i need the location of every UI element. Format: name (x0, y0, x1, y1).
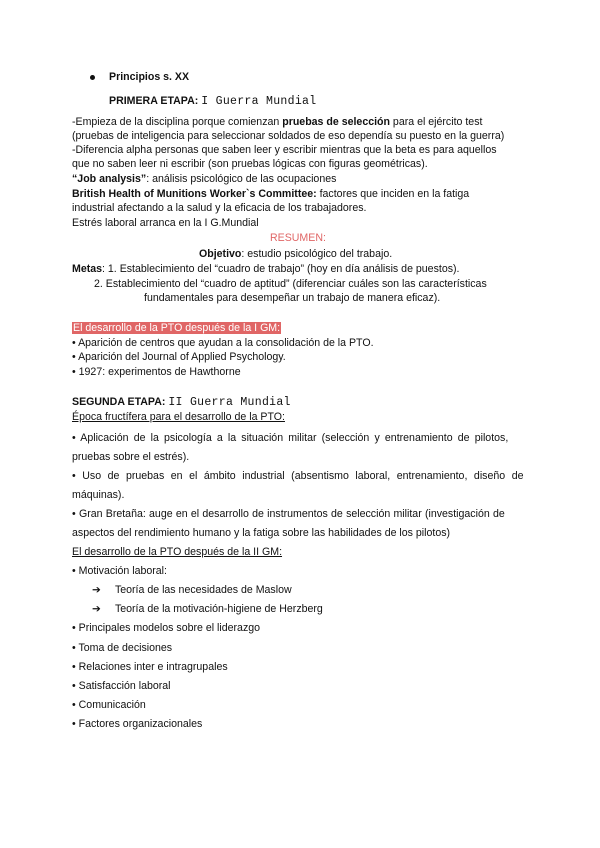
paragraph-line: pruebas sobre el estrés). (72, 451, 190, 463)
section-bullet-principios: Principios s. XX (109, 71, 190, 83)
stage-heading-primera (109, 94, 316, 109)
paragraph-line: aspectos del rendimiento humano y la fatiga sobre las habilidades de los pilotos) (72, 527, 451, 539)
job-analysis-line (72, 172, 336, 186)
metas-line (72, 262, 459, 276)
text: para el ejército test (389, 116, 483, 128)
stage-label: SEGUNDA ETAPA: (72, 396, 166, 408)
resumen-label (270, 231, 326, 245)
stage-heading-segunda (72, 395, 291, 410)
list-item: • 1927: experimentos de Hawthorne (72, 366, 241, 378)
paragraph-line: • Aplicación de la psicología a la situación militar (selección y entrenamiento de pilotos, (72, 432, 509, 444)
paragraph-line: Estrés laboral arranca en la I G.Mundial (72, 217, 259, 229)
text: factores que inciden en la fatiga (316, 188, 470, 200)
desarrollo-heading-1 (72, 321, 281, 335)
paragraph-line: • Uso de pruebas en el ámbito industrial (absentismo laboral, entrenamiento, diseño de (72, 470, 524, 482)
list-item: • Motivación laboral: (72, 565, 167, 577)
highlight-text: El desarrollo de la PTO después de la I GM: (73, 322, 281, 334)
bullet-dot (90, 75, 95, 80)
paragraph-line: (pruebas de inteligencia para seleccionar soldados de eso dependía su puesto en la guerra) (72, 130, 505, 142)
arrow-icon: ➔ (92, 584, 101, 596)
paragraph-line: que no saben leer ni escribir (son pruebas lógicas con figuras geométricas). (72, 158, 428, 170)
list-item: • Satisfacción laboral (72, 680, 171, 692)
list-item: • Comunicación (72, 699, 146, 711)
highlight-text: RESUMEN: (270, 232, 326, 244)
bold-text: pruebas de selección (282, 116, 390, 128)
list-item: • Toma de decisiones (72, 642, 173, 654)
text: Teoría de las necesidades de Maslow (114, 584, 292, 596)
sub-list-item (92, 583, 292, 597)
sub-list-item (92, 602, 323, 616)
desarrollo-heading-2: El desarrollo de la PTO después de la II GM: (72, 546, 283, 558)
metas-line-2: 2. Establecimiento del “cuadro de aptitud” (diferenciar cuáles son las características (94, 278, 487, 290)
text: : 1. Establecimiento del “cuadro de trabajo” (hoy en día análisis de puestos). (102, 263, 460, 275)
text: -Empieza de la disciplina porque comienzan (72, 116, 283, 128)
list-item: • Aparición del Journal of Applied Psychology. (72, 351, 286, 363)
bold-text: British Health of Munitions Worker`s Committee: (72, 188, 317, 200)
paragraph-line: industrial afectando a la salud y la eficacia de los trabajadores. (72, 202, 367, 214)
bold-text: Objetivo (199, 248, 242, 260)
arrow-icon: ➔ (92, 603, 101, 615)
bold-text: Metas (72, 263, 103, 275)
paragraph-line (72, 115, 482, 129)
epoca-heading: Época fructífera para el desarrollo de la PTO: (72, 411, 285, 423)
british-committee-line (72, 187, 469, 201)
metas-line-3: fundamentales para desempeñar un trabajo de manera eficaz). (144, 292, 441, 304)
list-item: • Aparición de centros que ayudan a la consolidación de la PTO. (72, 337, 374, 349)
list-item: • Relaciones inter e intragrupales (72, 661, 228, 673)
objetivo-line (199, 247, 392, 261)
list-item: • Principales modelos sobre el liderazgo (72, 622, 261, 634)
paragraph-line: • Gran Bretaña: auge en el desarrollo de instrumentos de selección militar (investigación de (72, 508, 505, 520)
paragraph-line: máquinas). (72, 489, 125, 501)
stage-label: PRIMERA ETAPA: (109, 95, 199, 107)
paragraph-line: -Diferencia alpha personas que saben leer y escribir mientras que la beta es para aquellos (72, 144, 497, 156)
bold-text: “Job analysis” (72, 173, 147, 185)
text: Teoría de la motivación-higiene de Herzberg (114, 603, 323, 615)
text: : estudio psicológico del trabajo. (241, 248, 393, 260)
text: : análisis psicológico de las ocupaciones (146, 173, 337, 185)
list-item: • Factores organizacionales (72, 718, 203, 730)
stage-name: II Guerra Mundial (168, 396, 291, 409)
stage-name: I Guerra Mundial (201, 95, 317, 108)
